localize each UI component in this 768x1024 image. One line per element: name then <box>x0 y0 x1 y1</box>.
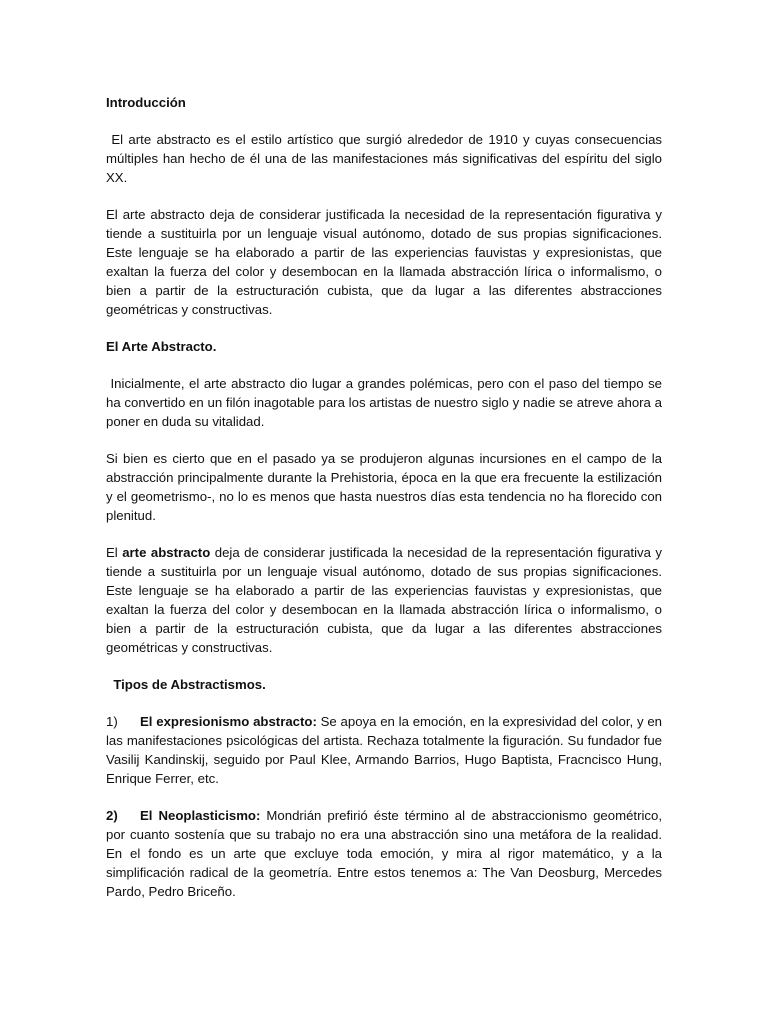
document-body <box>106 93 666 919</box>
intro-paragraph-2: El arte abstracto deja de considerar justificada la necesidad de la representación figurativa y tiende a sustituirla por un lenguaje visual autónomo, dotado de sus propias significaciones. Este lenguaje se ha elaborado a partir de las experiencias fauvistas y expresionistas, que exaltan la fuerza del color y desembocan en la llamada abstracción lírica o informalismo, o bien a partir de la estructuración cubista, que da lugar a las diferentes abstracciones geométricas y constructivas. <box>106 207 662 317</box>
list-item-text: Se apoya en la emoción, en la expresividad del color, y en las manifestaciones psicológicas del artista. Rechaza totalmente la figuración. Su fundador fue Vasilij Kandinskij, seguido por Paul Klee, Armando Barrios, Hugo Baptista, Fracncisco Hung, Enrique Ferrer, etc. <box>106 714 662 786</box>
heading-introduccion: Introducción <box>106 95 186 110</box>
heading-arte-abstracto: El Arte Abstracto. <box>106 339 217 354</box>
intro-paragraph-1: El arte abstracto es el estilo artístico que surgió alrededor de 1910 y cuyas consecuencias múltiples han hecho de él una de las manifestaciones más significativas del espíritu del siglo XX. <box>106 132 666 185</box>
list-item-title: El expresionismo abstracto: <box>140 714 317 729</box>
list-item-title: El Neoplasticismo: <box>140 808 261 823</box>
list-item-number: 2) <box>106 808 118 823</box>
arte-paragraph-3-bold: arte abstracto <box>122 545 211 560</box>
list-item-neoplasticismo <box>106 806 662 901</box>
arte-paragraph-2: Si bien es cierto que en el pasado ya se produjeron algunas incursiones en el campo de la abstracción principalmente durante la Prehistoria, época en la que era frecuente la estilización y el geometrismo-, no lo es menos que hasta nuestros días esta tendencia no ha florecido con plenitud. <box>106 451 662 523</box>
arte-paragraph-3-prefix: El <box>106 545 123 560</box>
arte-paragraph-1: Inicialmente, el arte abstracto dio lugar a grandes polémicas, pero con el paso del tiempo se ha convertido en un filón inagotable para los artistas de nuestro siglo y nadie se atreve ahora a poner en duda su vitalidad. <box>106 376 666 429</box>
list-item-expresionismo <box>106 712 662 788</box>
arte-paragraph-3-rest: deja de considerar justificada la necesidad de la representación figurativa y tiende a sustituirla por un lenguaje visual autónomo, dotado de sus propias significaciones. Este lenguaje se ha elaborado a partir de las experiencias fauvistas y expresionistas, que exaltan la fuerza del color y desembocan en la llamada abstracción lírica o informalismo, o bien a partir de la estructuración cubista, que da lugar a las diferentes abstracciones geométricas y constructivas. <box>106 545 663 655</box>
list-item-text: Mondrián prefirió éste término al de abstraccionismo geométrico, por cuanto sostenía que su trabajo no era una abstracción sino una metáfora de la realidad. En el fondo es un arte que excluye toda emoción, y mira al rigor matemático, y a la simplificación radical de la geometría. Entre estos tenemos a: The Van Deosburg, Mercedes Pardo, Pedro Briceño. <box>106 808 662 899</box>
arte-paragraph-3 <box>106 543 662 657</box>
heading-tipos: Tipos de Abstractismos. <box>106 677 266 692</box>
list-item-number: 1) <box>106 714 118 729</box>
